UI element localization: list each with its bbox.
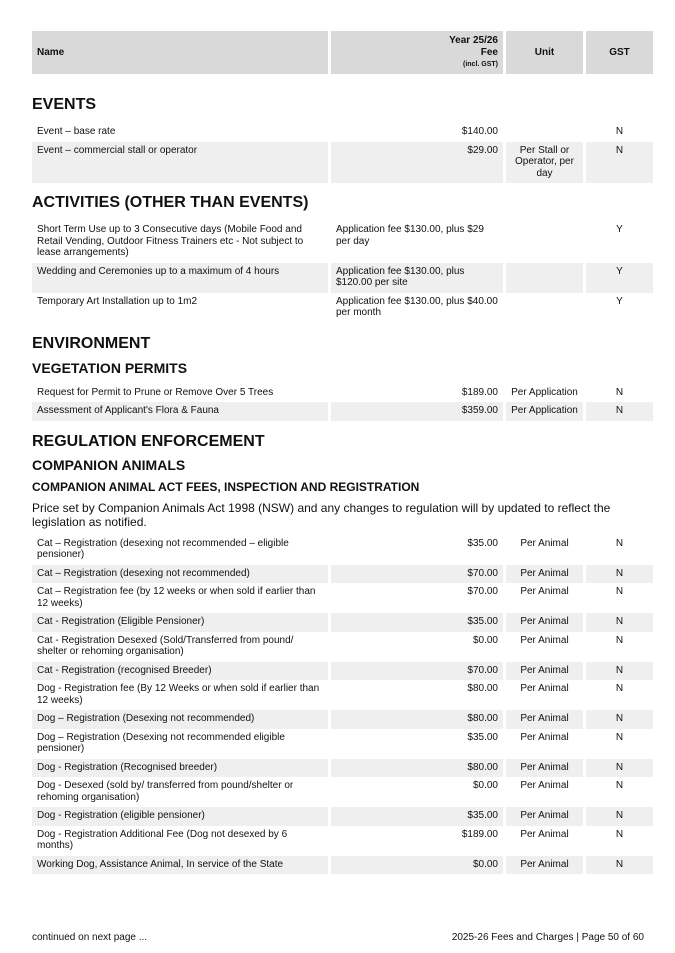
gst-flag: N xyxy=(586,662,653,681)
fee-unit: Per Animal xyxy=(506,613,583,632)
table-row xyxy=(32,221,653,263)
environment-heading: ENVIRONMENT xyxy=(32,334,151,352)
table-row xyxy=(32,826,653,856)
header-table xyxy=(29,31,656,74)
fee-item-name: Dog - Registration Additional Fee (Dog not desexed by 6 months) xyxy=(37,828,288,851)
vegetation-table xyxy=(29,384,656,421)
table-row xyxy=(32,565,653,584)
fee-item-name: Cat – Registration fee (by 12 weeks or when sold if earlier than 12 weeks) xyxy=(37,586,316,609)
fee-amount: $80.00 xyxy=(331,710,503,729)
fee-header-line3: (incl. GST) xyxy=(463,60,498,68)
gst-flag: N xyxy=(586,142,653,184)
table-row xyxy=(32,662,653,681)
gst-flag: N xyxy=(615,780,624,791)
fee-amount: $70.00 xyxy=(331,565,503,584)
table-row xyxy=(32,632,653,662)
table-row xyxy=(32,856,653,875)
gst-flag: N xyxy=(615,537,624,549)
activities-heading: ACTIVITIES (OTHER THAN EVENTS) xyxy=(32,194,309,211)
fee-unit xyxy=(506,293,583,323)
fee-unit xyxy=(506,123,583,142)
fee-unit xyxy=(506,221,583,263)
table-row xyxy=(32,263,653,293)
fee-unit: Per Animal xyxy=(506,565,583,584)
fee-amount: Application fee $130.00, plus $29 per day xyxy=(336,224,484,247)
fee-unit: Per Animal xyxy=(506,662,583,681)
fee-item-name: Working Dog, Assistance Animal, In service of the State xyxy=(32,856,328,875)
fee-amount: $35.00 xyxy=(467,537,498,549)
table-row xyxy=(32,777,653,807)
fee-item-name: Dog – Registration (Desexing not recommended eligible pensioner) xyxy=(37,731,285,754)
table-row xyxy=(32,729,653,759)
gst-flag: Y xyxy=(616,224,623,235)
gst-flag: N xyxy=(615,386,624,398)
fee-unit: Per Animal xyxy=(520,634,569,646)
fee-unit: Per Animal xyxy=(506,856,583,875)
vegetation-permits-heading: VEGETATION PERMITS xyxy=(32,359,188,376)
gst-flag: N xyxy=(615,634,624,646)
fee-item-name: Wedding and Ceremonies up to a maximum of 4 hours xyxy=(32,263,328,293)
gst-flag: N xyxy=(586,759,653,778)
fee-item-name: Cat - Registration (Eligible Pensioner) xyxy=(32,613,328,632)
page-number: 2025-26 Fees and Charges | Page 50 of 60 xyxy=(451,932,644,943)
table-row xyxy=(32,535,653,565)
fee-item-name: Event – base rate xyxy=(37,126,116,137)
fee-unit: Per Animal xyxy=(520,537,569,549)
fee-amount: $80.00 xyxy=(331,759,503,778)
table-row xyxy=(32,613,653,632)
gst-flag: N xyxy=(615,731,624,743)
gst-flag: N xyxy=(615,586,624,597)
fee-amount: $0.00 xyxy=(472,634,498,646)
fee-item-name: Cat – Registration (desexing not recommended – eligible pensioner) xyxy=(37,537,289,560)
fee-amount: $35.00 xyxy=(467,731,498,743)
regulation-heading: REGULATION ENFORCEMENT xyxy=(32,432,265,450)
gst-flag: N xyxy=(586,613,653,632)
fee-amount: $70.00 xyxy=(467,586,498,597)
fee-unit: Per Animal xyxy=(506,807,583,826)
table-row xyxy=(32,680,653,710)
fee-amount: $140.00 xyxy=(461,126,498,137)
gst-flag: N xyxy=(586,710,653,729)
table-row xyxy=(32,123,653,142)
fee-amount: $35.00 xyxy=(331,613,503,632)
fee-unit: Per Animal xyxy=(506,759,583,778)
fees-page xyxy=(32,31,644,874)
name-column-header: Name xyxy=(32,31,328,74)
table-header-row xyxy=(32,31,653,74)
gst-flag: Y xyxy=(586,263,653,293)
gst-flag: Y xyxy=(616,295,623,307)
companion-act-heading: COMPANION ANIMAL ACT FEES, INSPECTION AND REGISTRATION xyxy=(32,479,420,494)
fee-unit: Per Animal xyxy=(520,828,569,840)
fee-column-header xyxy=(331,31,503,74)
fee-amount: $359.00 xyxy=(331,402,503,421)
gst-flag: N xyxy=(615,683,624,694)
fee-amount: Application fee $130.00, plus $40.00 per month xyxy=(336,295,498,318)
fee-unit: Per Application xyxy=(511,386,578,398)
table-row xyxy=(32,384,653,403)
fee-unit: Per Stall or Operator, per day xyxy=(506,142,583,184)
fee-amount: $189.00 xyxy=(461,828,498,840)
page-footer xyxy=(32,932,644,943)
fee-amount: $80.00 xyxy=(467,683,498,694)
gst-flag: N xyxy=(615,126,624,137)
continued-note: continued on next page ... xyxy=(32,932,148,943)
fee-item-name: Assessment of Applicant's Flora & Fauna xyxy=(32,402,328,421)
activities-table xyxy=(29,221,656,323)
fee-item-name: Dog - Desexed (sold by/ transferred from pound/shelter or rehoming organisation) xyxy=(37,780,294,803)
fee-unit xyxy=(506,263,583,293)
fee-unit: Per Animal xyxy=(520,731,569,743)
fee-item-name: Dog - Registration (Recognised breeder) xyxy=(32,759,328,778)
table-row xyxy=(32,583,653,613)
fee-unit: Per Application xyxy=(506,402,583,421)
fee-amount: $0.00 xyxy=(472,780,498,791)
fee-item-name: Dog - Registration fee (By 12 Weeks or when sold if earlier than 12 weeks) xyxy=(37,683,320,706)
fee-unit: Per Animal xyxy=(520,586,569,597)
gst-flag: N xyxy=(586,565,653,584)
fee-unit: Per Animal xyxy=(520,780,569,791)
unit-column-header: Unit xyxy=(506,31,583,74)
events-heading: EVENTS xyxy=(32,96,97,113)
regulation-note: Price set by Companion Animals Act 1998 (NSW) and any changes to regulation will by updated to reflect the legislation as notified. xyxy=(32,500,611,529)
fee-item-name: Cat - Registration (recognised Breeder) xyxy=(32,662,328,681)
table-row xyxy=(32,402,653,421)
companion-animals-table xyxy=(29,535,656,875)
fee-amount: $70.00 xyxy=(331,662,503,681)
fee-item-name: Dog – Registration (Desexing not recommended) xyxy=(32,710,328,729)
fee-amount: $35.00 xyxy=(331,807,503,826)
gst-flag: N xyxy=(586,856,653,875)
gst-flag: N xyxy=(586,807,653,826)
fee-amount: $0.00 xyxy=(331,856,503,875)
table-row xyxy=(32,759,653,778)
fee-item-name: Event – commercial stall or operator xyxy=(32,142,328,184)
fee-amount: Application fee $130.00, plus $120.00 per site xyxy=(331,263,503,293)
gst-column-header: GST xyxy=(586,31,653,74)
table-row xyxy=(32,710,653,729)
table-row xyxy=(32,142,653,184)
fee-amount: $29.00 xyxy=(331,142,503,184)
fee-item-name: Dog - Registration (eligible pensioner) xyxy=(32,807,328,826)
fee-item-name: Cat - Registration Desexed (Sold/Transferred from pound/ shelter or rehoming organisation) xyxy=(37,634,294,657)
fee-item-name: Request for Permit to Prune or Remove Over 5 Trees xyxy=(37,386,274,398)
table-row xyxy=(32,293,653,323)
gst-flag: N xyxy=(586,402,653,421)
gst-flag: N xyxy=(615,828,624,840)
fee-item-name: Temporary Art Installation up to 1m2 xyxy=(37,295,198,307)
companion-animals-heading: COMPANION ANIMALS xyxy=(32,456,186,473)
fee-item-name: Cat – Registration (desexing not recommended) xyxy=(32,565,328,584)
fee-unit: Per Animal xyxy=(506,710,583,729)
fee-unit: Per Animal xyxy=(520,683,569,694)
fee-header-line2: Fee xyxy=(480,46,498,58)
fee-amount: $189.00 xyxy=(461,386,498,398)
table-row xyxy=(32,807,653,826)
fee-item-name: Short Term Use up to 3 Consecutive days (Mobile Food and Retail Vending, Outdoor Fitness Trainers etc - Not subject to lease arrangements) xyxy=(37,224,304,258)
events-table xyxy=(29,123,656,183)
fee-header-line1: Year 25/26 xyxy=(449,34,498,46)
